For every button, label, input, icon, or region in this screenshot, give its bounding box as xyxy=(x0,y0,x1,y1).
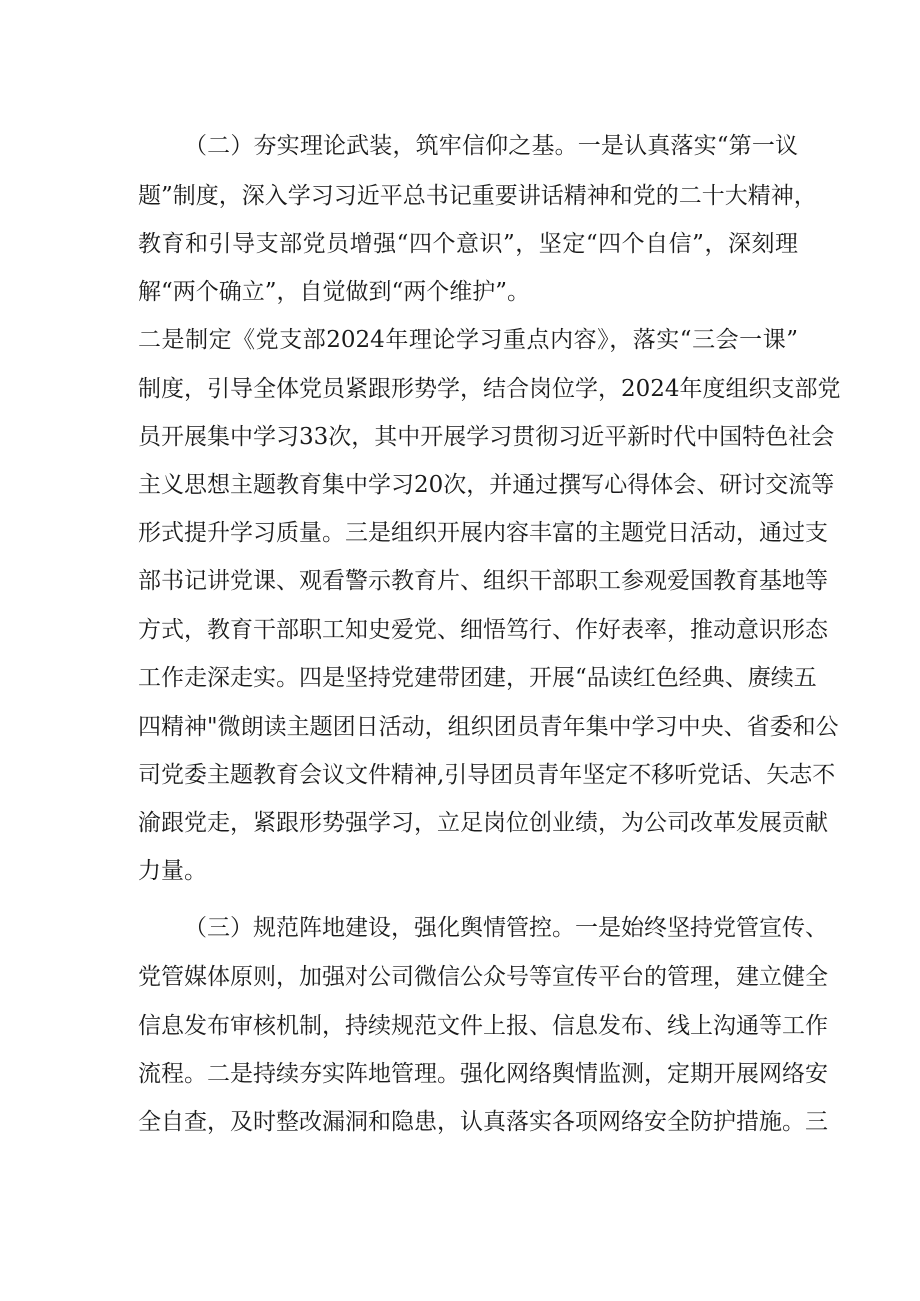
paragraph-2b-line-10: 司党委主题教育会议文件精神,引导团员青年坚定不移听党话、矢志不 xyxy=(138,762,836,788)
paragraph-3-line-4: 流程。二是持续夯实阵地管理。强化网络舆情监测，定期开展网络安 xyxy=(138,1061,828,1087)
paragraph-2b-line-7: 方式，教育干部职工知史爱党、细悟笃行、作好表率，推动意识形态 xyxy=(138,617,828,643)
paragraph-2b-line-1: 二是制定《党支部2024年理论学习重点内容》，落实“三会一课” xyxy=(138,327,798,353)
paragraph-3-line-2: 党管媒体原则，加强对公司微信公众号等宣传平台的管理，建立健全 xyxy=(138,964,828,990)
paragraph-2b-line-9: 四精神"微朗读主题团日活动，组织团员青年集中学习中央、省委和公 xyxy=(138,714,839,740)
paragraph-3-line-5: 全自查，及时整改漏洞和隐患，认真落实各项网络安全防护措施。三 xyxy=(138,1109,828,1135)
paragraph-2-line-2: 题”制度，深入学习习近平总书记重要讲话精神和党的二十大精神， xyxy=(138,183,817,209)
paragraph-2b-line-11: 渝跟党走，紧跟形势强学习，立足岗位创业绩，为公司改革发展贡献 xyxy=(138,810,828,836)
paragraph-3-line-1: （三）规范阵地建设，强化舆情管控。一是始终坚持党管宣传、 xyxy=(184,915,828,941)
paragraph-2b-line-5: 形式提升学习质量。三是组织开展内容丰富的主题党日活动，通过支 xyxy=(138,520,828,546)
paragraph-2b-line-2: 制度，引导全体党员紧跟形势学，结合岗位学，2024年度组织支部党 xyxy=(138,376,841,402)
paragraph-2-line-3: 教育和引导支部党员增强“四个意识”，坚定“四个自信”，深刻理 xyxy=(138,231,798,257)
paragraph-2b-line-3: 员开展集中学习33次，其中开展学习贯彻习近平新时代中国特色社会 xyxy=(138,424,835,450)
paragraph-2b-line-6: 部书记讲党课、观看警示教育片、组织干部职工参观爱国教育基地等 xyxy=(138,568,828,594)
paragraph-2-line-1: （二）夯实理论武装，筑牢信仰之基。一是认真落实“第一议 xyxy=(184,133,798,159)
paragraph-2b-line-8: 工作走深走实。四是坚持党建带团建，开展“品读红色经典、赓续五 xyxy=(138,665,817,691)
paragraph-2-line-4: 解“两个确立”，自觉做到“两个维护”。 xyxy=(138,279,531,305)
paragraph-2b-line-4: 主义思想主题教育集中学习20次，并通过撰写心得体会、研讨交流等 xyxy=(138,472,835,498)
paragraph-2b-line-12: 力量。 xyxy=(138,858,207,884)
paragraph-3-line-3: 信息发布审核机制，持续规范文件上报、信息发布、线上沟通等工作 xyxy=(138,1013,828,1039)
